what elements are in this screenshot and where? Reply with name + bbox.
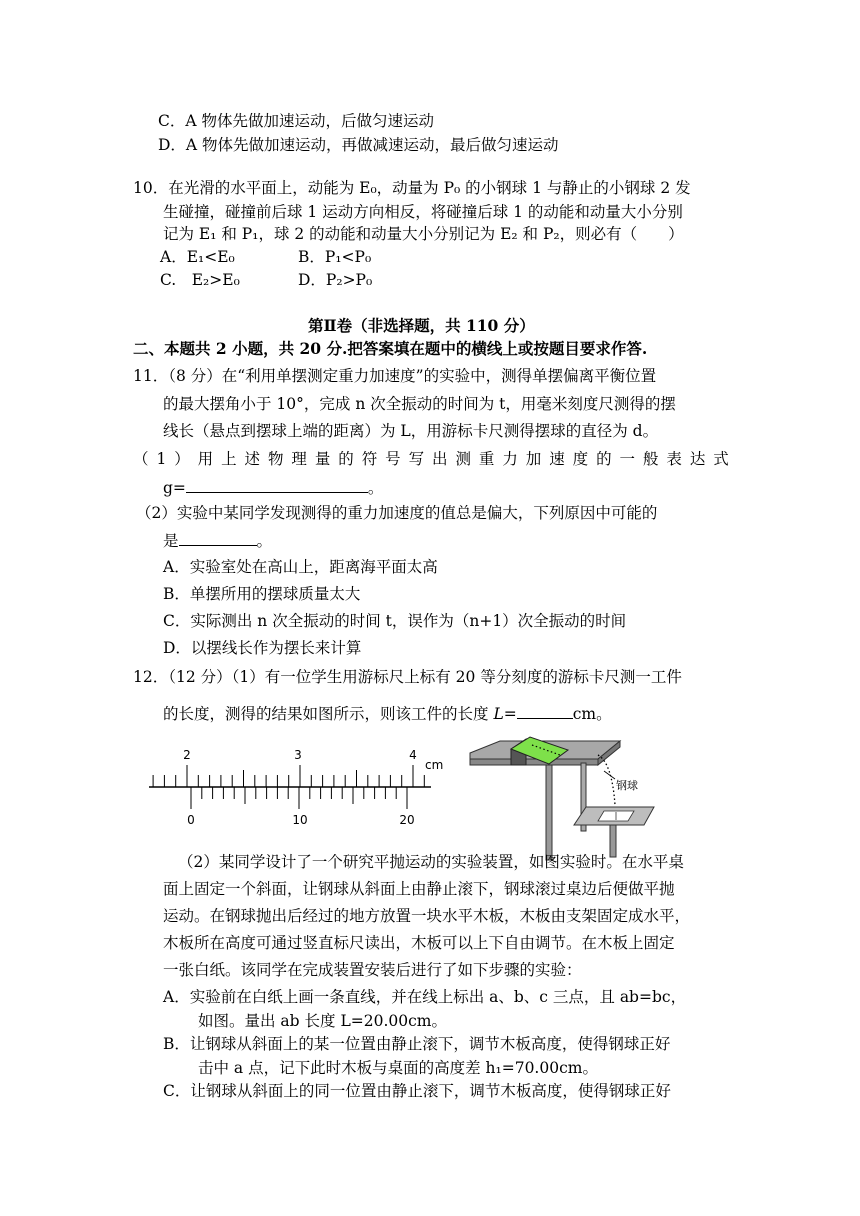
q12-p2-line-5: 一张白纸。该同学在完成装置安装后进行了如下步骤的实验： xyxy=(163,961,582,979)
q11-line-3: 线长（悬点到摆球上端的距离）为 L，用游标卡尺测得摆球的直径为 d。 xyxy=(163,422,659,440)
unit-label: cm xyxy=(425,758,444,772)
char: 一 xyxy=(619,450,636,468)
char: 度 xyxy=(572,450,589,468)
text: 的长度，测得的结果如图所示，则该工件的长度 xyxy=(163,705,494,723)
table-front-edge xyxy=(470,759,598,765)
section-instruction: 二、本题共 2 小题，共 20 分.把答案填在题中的横线上或按题目要求作答. xyxy=(133,339,648,358)
answer-blank[interactable] xyxy=(179,530,257,546)
answer-blank[interactable] xyxy=(517,703,573,719)
q11-line-1: 11．（8 分）在“利用单摆测定重力加速度”的实验中，测得单摆偏离平衡位置 xyxy=(133,367,657,385)
vernier-label-0: 0 xyxy=(187,813,195,827)
q11-part1-answer-line xyxy=(163,477,383,498)
q12-step-b-line-1: B．让钢球从斜面上的某一位置由静止滚下，调节木板高度，使得钢球正好 xyxy=(163,1035,671,1053)
char: 1 xyxy=(156,450,167,468)
q12-p2-line-2: 面上固定一个斜面，让钢球从斜面上由静止滚下，钢球滚过桌边后便做平抛 xyxy=(163,880,675,898)
q11-part2-line-2 xyxy=(163,530,272,551)
ball-label: 钢球 xyxy=(616,779,638,792)
q11-part1-prompt xyxy=(133,449,729,469)
main-label-2: 2 xyxy=(183,748,191,762)
answer-blank[interactable] xyxy=(186,477,368,493)
vernier-label-20: 20 xyxy=(399,813,415,827)
equals: = xyxy=(503,705,517,723)
period: 。 xyxy=(256,532,273,550)
q12-p2-line-4: 木板所在高度可通过竖直标尺读出，木板可以上下自由调节。在木板上固定 xyxy=(163,934,675,952)
char: 表 xyxy=(666,450,682,468)
char: 重 xyxy=(478,450,495,468)
q10-option-d: D．P₂>P₀ xyxy=(298,271,373,289)
section-title: 第Ⅱ卷（非选择题，共 110 分） xyxy=(308,316,535,335)
char: 量 xyxy=(314,450,331,468)
q11-part2-line-1: （2）实验中某同学发现测得的重力加速度的值总是偏大，下列原因中可能的 xyxy=(136,504,658,522)
char: （ xyxy=(133,450,149,468)
char: 物 xyxy=(267,450,284,468)
q12-step-b-line-2: 击中 a 点，记下此时木板与桌面的高度差 h₁=70.00cm。 xyxy=(198,1059,598,1077)
vernier-label-10: 10 xyxy=(292,813,308,827)
q10-option-c: C. E₂>E₀ xyxy=(160,271,240,289)
char: ） xyxy=(174,450,190,468)
q12-p2-line-3: 运动。在钢球抛出后经过的地方放置一块水平木板，木板由支架固定成水平， xyxy=(163,907,691,925)
q11-option-d: D．以摆线长作为摆长来计算 xyxy=(163,639,362,657)
q12-p2-line-1: （2）某同学设计了一个研究平抛运动的实验装置，如图实验时。在水平桌 xyxy=(178,853,684,871)
q10-line-1: 10．在光滑的水平面上，动能为 E₀，动量为 P₀ 的小钢球 1 与静止的小钢球 2 发 xyxy=(133,179,691,197)
q11-line-2: 的最大摆角小于 10°，完成 n 次全振动的时间为 t，用毫米刻度尺测得的摆 xyxy=(163,395,676,413)
q11-option-a: A．实验室处在高山上，距离海平面太高 xyxy=(163,558,438,576)
q12-step-c-line-1: C．让钢球从斜面上的同一位置由静止滚下，调节木板高度，使得钢球正好 xyxy=(163,1082,671,1100)
part2-prefix: 是 xyxy=(163,532,179,550)
q10-option-b: B．P₁<P₀ xyxy=(298,248,372,266)
q9-option-d: D．A 物体先做加速运动，再做减速运动，最后做匀速运动 xyxy=(158,136,559,154)
q11-option-b: B．单摆所用的摆球质量太大 xyxy=(163,585,361,603)
char: 的 xyxy=(596,450,612,468)
main-label-4: 4 xyxy=(409,748,417,762)
q10-line-2: 生碰撞，碰撞前后球 1 运动方向相反，将碰撞后球 1 的动能和动量大小分别 xyxy=(163,203,683,221)
unit: cm。 xyxy=(572,705,612,723)
char: 述 xyxy=(244,450,261,468)
main-scale-ticks xyxy=(153,765,424,787)
period: 。 xyxy=(367,479,384,497)
var-L: L xyxy=(493,705,504,723)
vernier-scale-ticks xyxy=(191,787,407,809)
q9-option-c: C．A 物体先做加速运动，后做匀速运动 xyxy=(158,112,434,130)
char: 上 xyxy=(221,450,237,468)
char: 的 xyxy=(338,450,354,468)
char: 达 xyxy=(689,450,706,468)
main-label-3: 3 xyxy=(294,748,302,762)
char: 测 xyxy=(455,450,471,468)
q10-line-3: 记为 E₁ 和 P₁，球 2 的动能和动量大小分别记为 E₂ 和 P₂，则必有（ ） xyxy=(163,225,684,243)
char: 式 xyxy=(713,450,729,468)
char: 般 xyxy=(642,450,659,468)
q12-line-2 xyxy=(163,703,612,724)
char: 号 xyxy=(385,450,401,468)
char: 用 xyxy=(197,450,214,468)
q12-line-1: 12．（12 分）（1）有一位学生用游标尺上标有 20 等分刻度的游标卡尺测一工件 xyxy=(133,668,682,686)
table-leg xyxy=(546,765,552,860)
q12-step-a-line-1: A．实验前在白纸上画一条直线，并在线上标出 a、b、c 三点，且 ab=bc， xyxy=(163,988,687,1006)
char: 符 xyxy=(361,450,378,468)
q10-option-a: A．E₁<E₀ xyxy=(160,248,235,266)
projectile-apparatus-figure xyxy=(470,735,670,865)
q11-option-c: C．实际测出 n 次全振动的时间 t，误作为（n+1）次全振动的时间 xyxy=(163,612,627,630)
char: 加 xyxy=(525,450,542,468)
q12-step-a-line-2: 如图。量出 ab 长度 L=20.00cm。 xyxy=(198,1012,447,1030)
char: 出 xyxy=(432,450,448,468)
char: 写 xyxy=(408,450,425,468)
vernier-caliper-figure xyxy=(145,742,444,832)
char: 速 xyxy=(549,450,565,468)
char: 力 xyxy=(502,450,518,468)
g-label: g= xyxy=(163,479,186,497)
char: 理 xyxy=(291,450,307,468)
